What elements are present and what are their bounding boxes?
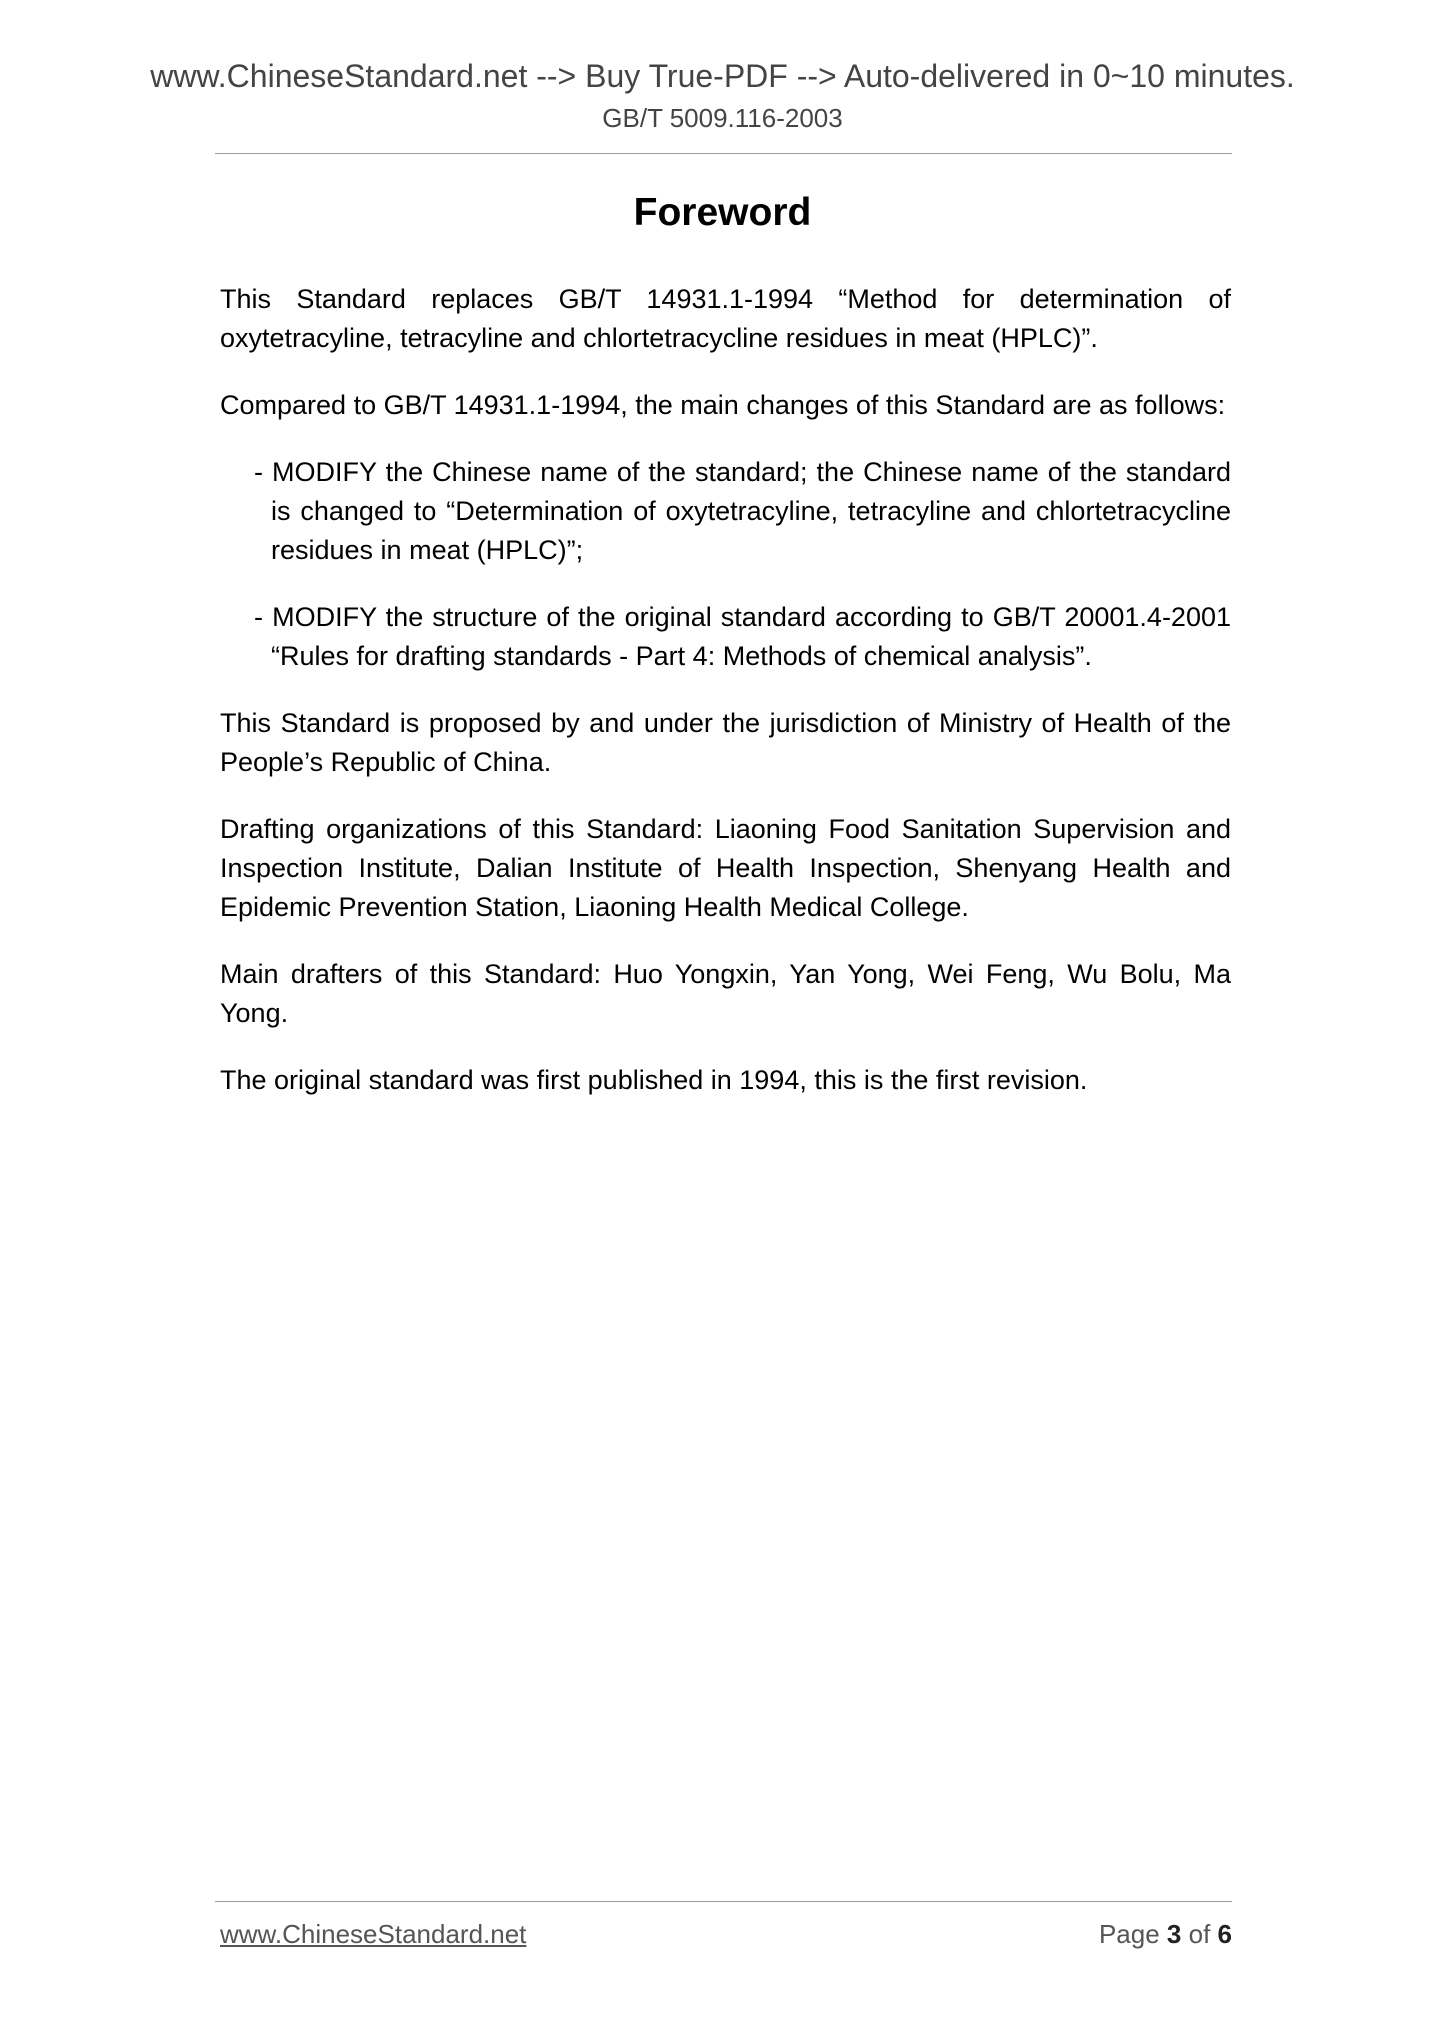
paragraph-drafters: Main drafters of this Standard: Huo Yongxin, Yan Yong, Wei Feng, Wu Bolu, Ma Yong. [220,959,1231,1028]
paragraph-drafting-organizations: Drafting organizations of this Standard: Liaoning Food Sanitation Supervision and Inspection Institute, Dalian Institute of Health Inspection, Shenyang Health and Epidemic Prevention Station, Liaoning Health Medical College. [220,814,1231,922]
header-banner: www.ChineseStandard.net --> Buy True-PDF --> Auto-delivered in 0~10 minutes. [150,58,1295,94]
list-item-change-name: - MODIFY the Chinese name of the standard; the Chinese name of the standard is changed to “Determination of oxytetracyline, tetracyline and chlortetracycline residues in meat (HPLC)”; [254,457,1231,565]
header-divider [215,153,1232,154]
paragraph-changes-intro: Compared to GB/T 14931.1-1994, the main changes of this Standard are as follows: [220,390,1226,420]
footer-site-link[interactable]: www.ChineseStandard.net [220,1919,527,1949]
document-body [220,280,1231,1128]
standard-code: GB/T 5009.116-2003 [602,103,843,133]
page-total: 6 [1217,1919,1232,1949]
list-item-change-structure: - MODIFY the structure of the original standard according to GB/T 20001.4-2001 “Rules for drafting standards - Part 4: Methods of chemical analysis”. [254,602,1231,671]
page-word: Page [1098,1919,1160,1949]
page-of: of [1188,1919,1211,1949]
page-indicator [1099,1917,1232,1951]
paragraph-replaces: This Standard replaces GB/T 14931.1-1994 “Method for determination of oxytetracyline, tetracyline and chlortetracycline residues in meat (HPLC)”. [220,284,1231,353]
page-current: 3 [1166,1919,1182,1949]
paragraph-jurisdiction: This Standard is proposed by and under the jurisdiction of Ministry of Health of the People’s Republic of China. [220,708,1231,777]
page-title: Foreword [633,191,812,234]
paragraph-revision-history: The original standard was first published in 1994, this is the first revision. [220,1065,1088,1095]
footer-divider [215,1901,1232,1902]
